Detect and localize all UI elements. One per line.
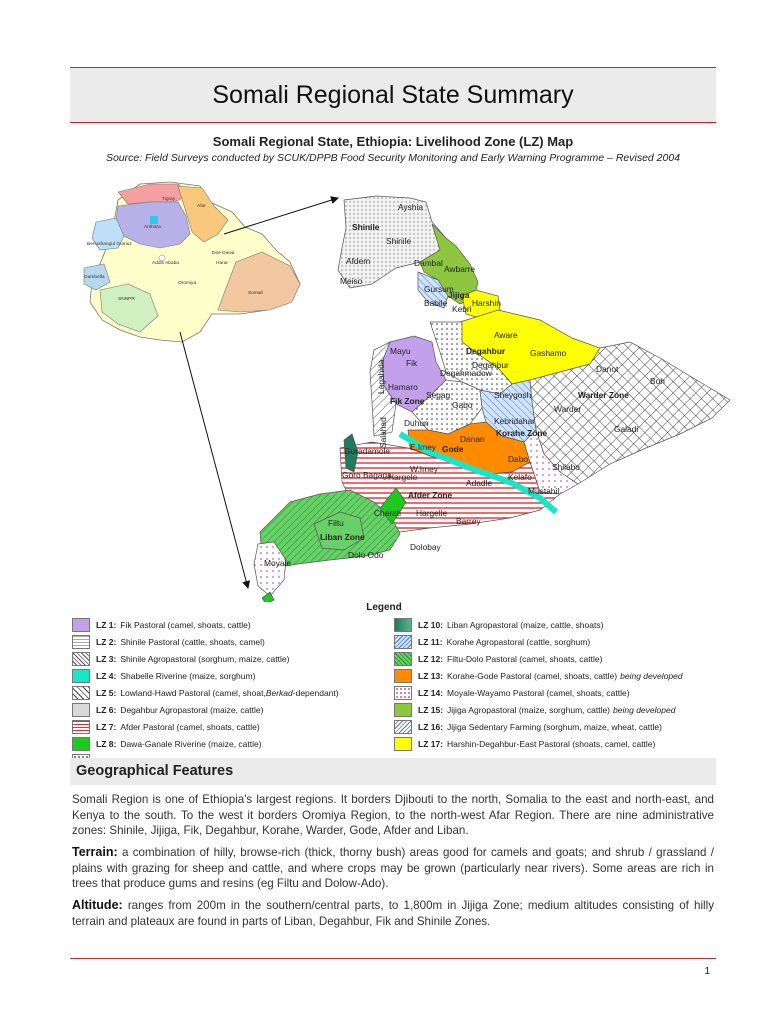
legend-item: LZ 10: Liban Agropastoral (maize, cattle, shoats)	[394, 616, 724, 633]
paragraph-intro: Somali Region is one of Ethiopia's largest regions. It borders Djibouti to the north, Somalia to the east and north-east, and Kenya to the south. To the west it borders Oromiya Region, to the north-west Afar Region. There are nine administrative zones: Shinile, Jijiga, Fik, Degahbur, Korahe, Warder, Gode, Afder and Liban.	[72, 793, 714, 837]
map-label: Kebridahar	[494, 416, 535, 426]
page-title: Somali Regional State Summary	[212, 81, 574, 109]
map-label: Kelafo	[508, 472, 532, 482]
footer-rule	[70, 958, 716, 959]
map-label: Salahad	[378, 417, 388, 448]
altitude-text: ranges from 200m in the southern/central parts, to 1,800m in Jijiga Zone; medium altitudes consisting of hilly terrain and plateaux are found in parts of Liban, Degahbur, Fik and Shinile Zones.	[72, 899, 714, 928]
inset-label: Dire Dawa	[212, 251, 235, 256]
title-band	[70, 67, 716, 123]
map-label: Filtu	[328, 518, 344, 528]
map-label: Moyale	[264, 558, 291, 568]
map-label: Afder Zone	[408, 490, 453, 500]
map-label: Danan	[460, 434, 485, 444]
map-label: Barrey	[456, 516, 481, 526]
map-label: Meiso	[340, 276, 363, 286]
section-heading: Geographical Features	[76, 763, 234, 779]
legend-item: LZ 6: Degahbur Agropastoral (maize, cattle)	[72, 701, 382, 718]
arrow-line	[224, 198, 338, 234]
legend-swatch	[72, 686, 90, 700]
map-label: Danot	[596, 364, 619, 374]
map-label: Gashamo	[530, 348, 567, 358]
map-label: Degahbur	[466, 346, 506, 356]
legend-swatch	[72, 669, 90, 683]
legend-swatch	[72, 737, 90, 751]
legend-swatch	[72, 635, 90, 649]
map-label: Degahbur	[472, 360, 509, 370]
legend-swatch	[72, 720, 90, 734]
legend-right	[394, 616, 724, 752]
map-label: Shinile	[352, 222, 380, 232]
map-label: Liban Zone	[320, 532, 365, 542]
inset-label: Amhara	[144, 225, 161, 230]
map-label: Fik	[406, 358, 418, 368]
map-label: Gabo	[452, 400, 473, 410]
map-label: Warder	[554, 404, 582, 414]
inset-label: Afar	[197, 204, 206, 209]
legend-item: LZ 14: Moyale-Wayamo Pastoral (camel, shoats, cattle)	[394, 684, 724, 701]
section-band	[70, 758, 716, 785]
map-label: Kebri	[452, 304, 472, 314]
map-label: Sheygosh	[494, 390, 532, 400]
terrain-label: Terrain:	[72, 845, 118, 859]
inset-label: Harar	[216, 261, 228, 266]
legend-swatch	[394, 737, 412, 751]
legend-title: Legend	[366, 602, 402, 613]
map-label: Afdem	[346, 256, 371, 266]
page-number: 1	[704, 966, 710, 977]
legend-item: LZ 12: Filtu-Dolo Pastoral (camel, shoats, cattle)	[394, 650, 724, 667]
legend-item: LZ 17: Harshin-Degahbur-East Pastoral (shoats, camel, cattle)	[394, 735, 724, 752]
map-label: Lagahida	[376, 359, 386, 394]
inset-label: Addis Ababa	[152, 261, 179, 266]
legend-item: LZ 2: Shinile Pastoral (cattle, shoats, camel)	[72, 633, 382, 650]
legend-item: LZ 15: Jijiga Agropastoral (maize, sorghum, cattle) being developed	[394, 701, 724, 718]
map-label: W.Imey	[410, 464, 438, 474]
arrow-line	[180, 332, 248, 588]
inset-label: Benushangul Gumuz	[87, 242, 132, 247]
map-label: Shilabo	[552, 462, 580, 472]
map-label: Babile	[424, 298, 448, 308]
legend-item: LZ 8: Dawa-Ganale Riverine (maize, cattle)	[72, 735, 382, 752]
map-label: Hargele	[388, 472, 418, 482]
legend-swatch	[394, 720, 412, 734]
legend-swatch	[72, 618, 90, 632]
legend-swatch	[394, 652, 412, 666]
map-label: Mayu	[390, 346, 411, 356]
legend-swatch	[72, 703, 90, 717]
inset-label: Tigray	[162, 197, 176, 202]
map-label: Korahe Zone	[496, 428, 548, 438]
legend-item: LZ 4: Shabelle Riverine (maize, sorghum)	[72, 667, 382, 684]
map-label: Aware	[494, 330, 518, 340]
map-label: Duhun	[404, 418, 429, 428]
map-label: Dambal	[414, 258, 443, 268]
terrain-text: a combination of hilly, browse-rich (thick, thorny bush) areas good for camels and goats; and shrub / grassland / plains with grazing for sheep and cattle, and where crops may be grown (particularly near rivers). Some areas are rich in trees that produce gums and resins (eg Filtu and Dolow-Ado).	[72, 846, 714, 890]
map-label: Hamaro	[388, 382, 418, 392]
map-label: Fik Zone	[390, 396, 425, 406]
legend-left	[72, 616, 382, 769]
map-label: Shinile	[386, 236, 412, 246]
inset-label: SNNPR	[118, 297, 135, 302]
map-label: Gursum	[424, 284, 454, 294]
legend-item: LZ 11: Korahe Agropastoral (cattle, sorghum)	[394, 633, 724, 650]
legend-item: LZ 1: Fik Pastoral (camel, shoats, cattle)	[72, 616, 382, 633]
map-label: Dolobay	[410, 542, 441, 552]
legend-swatch	[72, 652, 90, 666]
map-label: Galadi	[614, 424, 639, 434]
legend-swatch	[394, 669, 412, 683]
map-label: Degahmadow	[440, 368, 492, 378]
map-source: Source: Field Surveys conducted by SCUK/DPPB Food Security Monitoring and Early Warning Programme – Revised 2004	[105, 152, 681, 164]
map-label: Cherati	[374, 508, 401, 518]
paragraph-terrain	[72, 845, 714, 892]
legend-item: LZ 5: Lowland-Hawd Pastoral (camel, shoat, Berkad -dependant)	[72, 684, 382, 701]
legend-item: LZ 7: Afder Pastoral (camel, shoats, cattle)	[72, 718, 382, 735]
legend-item: LZ 3: Shinile Agropastoral (sorghum, maize, cattle)	[72, 650, 382, 667]
legend-item: LZ 16: Jijiga Sedentary Farming (sorghum, maize, wheat, cattle)	[394, 718, 724, 735]
map-label: Dabo	[508, 454, 529, 464]
inset-ethiopia-map	[84, 182, 300, 342]
map-label: Hargelle	[416, 508, 448, 518]
map-label: Goro Bagaga	[342, 470, 392, 480]
inset-lake	[150, 216, 158, 224]
map-label: Ayshia	[398, 202, 423, 212]
map-label: Mustahil	[528, 486, 560, 496]
livelihood-zone-map	[0, 172, 768, 602]
map-label: Warder Zone	[578, 390, 629, 400]
map-label: Awbarre	[444, 264, 476, 274]
map-label: Guradamole	[344, 446, 391, 456]
map-label: Boh	[650, 376, 665, 386]
legend-item: LZ 13: Korahe-Gode Pastoral (camel, shoats, cattle) being developed	[394, 667, 724, 684]
legend-swatch	[394, 686, 412, 700]
legend-swatch	[394, 618, 412, 632]
inset-label: Gambella	[84, 275, 105, 280]
inset-label: Somali	[248, 291, 263, 296]
map-label: Segag	[426, 390, 451, 400]
map-label: Harshin	[472, 298, 501, 308]
legend-swatch	[394, 635, 412, 649]
map-label: Gode	[442, 444, 464, 454]
map-title: Somali Regional State, Ethiopia: Livelihood Zone (LZ) Map	[212, 134, 574, 149]
legend-swatch	[394, 703, 412, 717]
map-label: Adadle	[466, 478, 493, 488]
altitude-label: Altitude:	[72, 898, 123, 912]
map-label: E.Imey	[410, 442, 437, 452]
map-label: Jijiga	[448, 290, 470, 300]
paragraph-altitude	[72, 898, 714, 929]
map-label: Dolo Odo	[348, 550, 384, 560]
inset-label: Oromiya	[178, 281, 197, 286]
